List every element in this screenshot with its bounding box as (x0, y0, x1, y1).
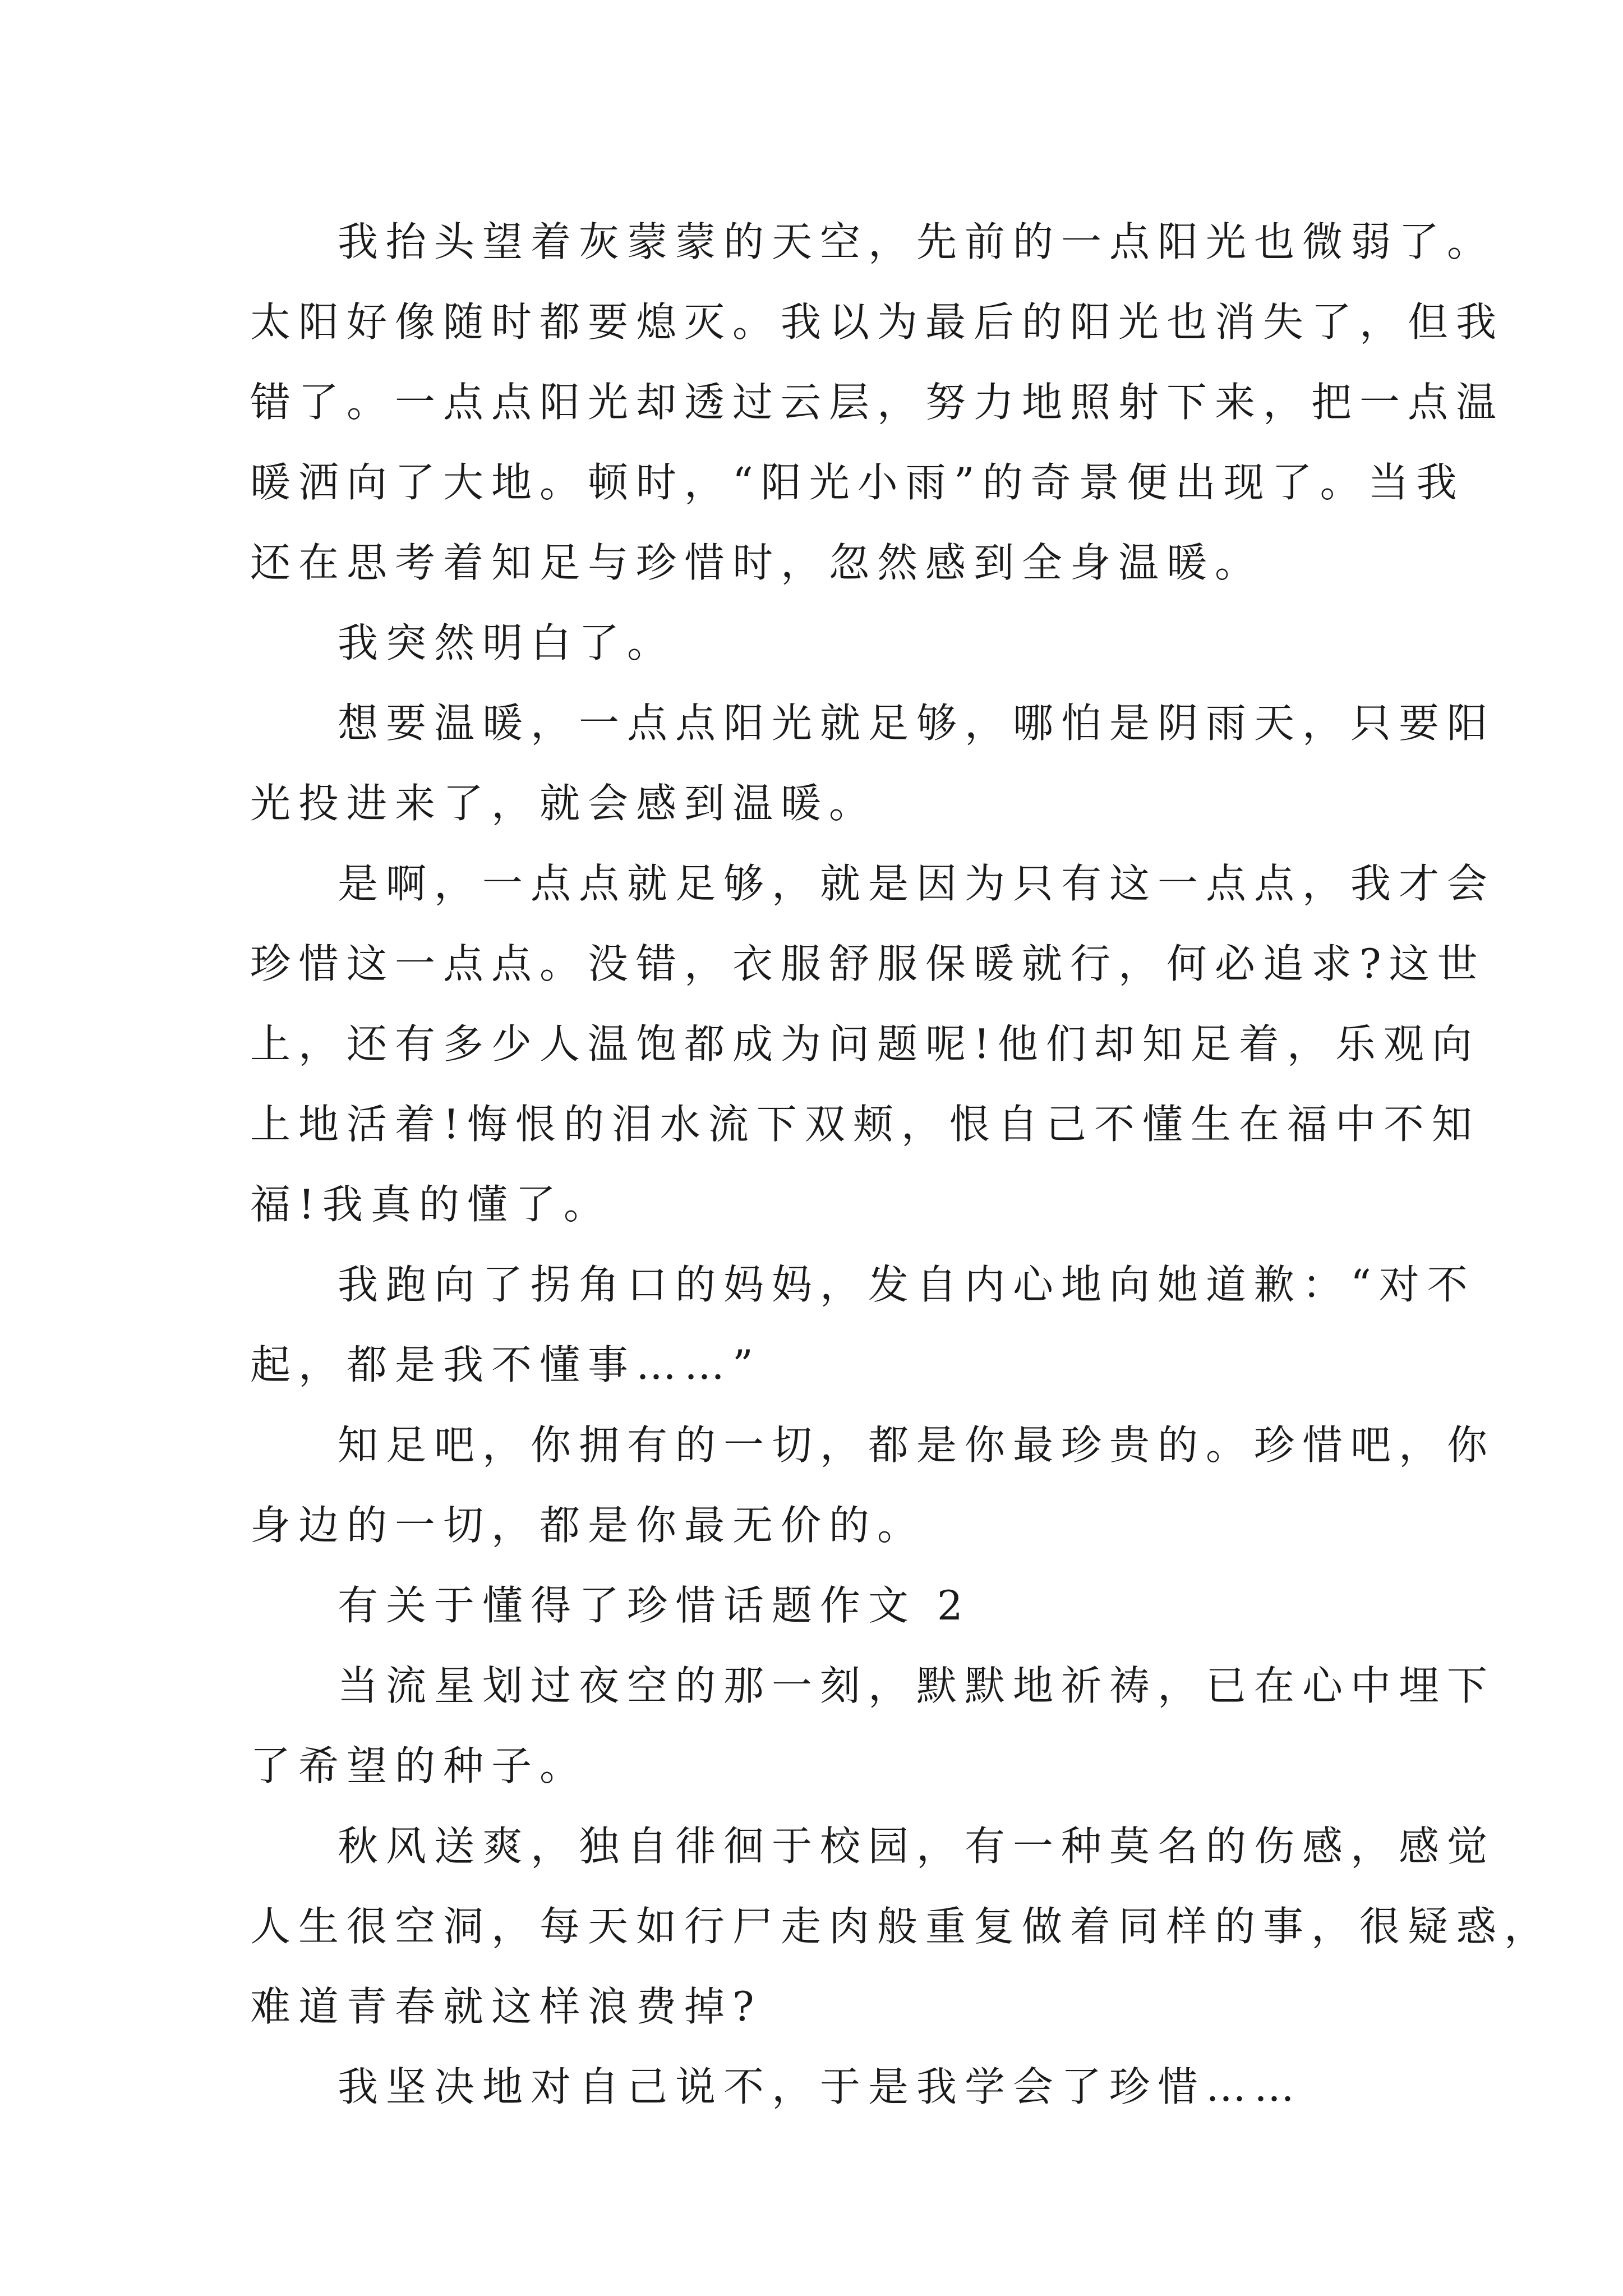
text-line: 我坚决地对自己说不，于是我学会了珍惜…… (338, 2063, 1303, 2110)
text-line: 有关于懂得了珍惜话题作文 2 (338, 1582, 971, 1629)
text-line: 想要温暖，一点点阳光就足够，哪怕是阴雨天，只要阳 (338, 700, 1496, 747)
paragraph (250, 2047, 1394, 2127)
text-line: 了希望的种子。 (250, 1742, 588, 1789)
paragraph (250, 1806, 1553, 2047)
text-line: 我突然明白了。 (338, 619, 676, 666)
text-line: 是啊，一点点就足够，就是因为只有这一点点，我才会 (338, 860, 1496, 907)
text-line: 知足吧，你拥有的一切，都是你最珍贵的。珍惜吧，你 (338, 1421, 1496, 1469)
text-line: 我抬头望着灰蒙蒙的天空，先前的一点阳光也微弱了。 (338, 218, 1496, 265)
text-line: 身边的一切，都是你最无价的。 (250, 1502, 926, 1549)
text-line: 起，都是我不懂事……” (250, 1341, 761, 1388)
text-line: 还在思考着知足与珍惜时，忽然感到全身温暖。 (250, 539, 1264, 586)
text-line: 上地活着!悔恨的泪水流下双颊，恨自己不懂生在福中不知 (250, 1101, 1480, 1148)
paragraph (250, 844, 1496, 1245)
paragraph (250, 603, 1394, 683)
paragraph (250, 683, 1496, 844)
paragraph (250, 1646, 1496, 1806)
text-line: 光投进来了，就会感到温暖。 (250, 780, 878, 827)
text-line: 暖洒向了大地。顿时，“阳光小雨”的奇景便出现了。当我 (250, 459, 1465, 506)
paragraph (250, 1566, 1394, 1646)
text-line: 错了。一点点阳光却透过云层，努力地照射下来，把一点温 (250, 379, 1505, 426)
paragraph (250, 202, 1505, 603)
text-line: 太阳好像随时都要熄灭。我以为最后的阳光也消失了，但我 (250, 298, 1505, 346)
text-line: 当流星划过夜空的那一刻，默默地祈祷，已在心中埋下 (338, 1662, 1496, 1709)
text-line: 我跑向了拐角口的妈妈，发自内心地向她道歉：“对不 (338, 1261, 1476, 1308)
text-line: 秋风送爽，独自徘徊于校园，有一种莫名的伤感，感觉 (338, 1823, 1496, 1870)
text-line: 难道青春就这样浪费掉? (250, 1983, 762, 2030)
paragraph (250, 1245, 1476, 1405)
text-line: 珍惜这一点点。没错，衣服舒服保暖就行，何必追求?这世 (250, 940, 1486, 987)
text-line: 福!我真的懂了。 (250, 1181, 612, 1228)
document-body (250, 202, 1553, 2127)
text-line: 人生很空洞，每天如行尸走肉般重复做着同样的事，很疑惑， (250, 1903, 1553, 1950)
paragraph (250, 1405, 1496, 1566)
text-line: 上，还有多少人温饱都成为问题呢!他们却知足着，乐观向 (250, 1020, 1480, 1068)
